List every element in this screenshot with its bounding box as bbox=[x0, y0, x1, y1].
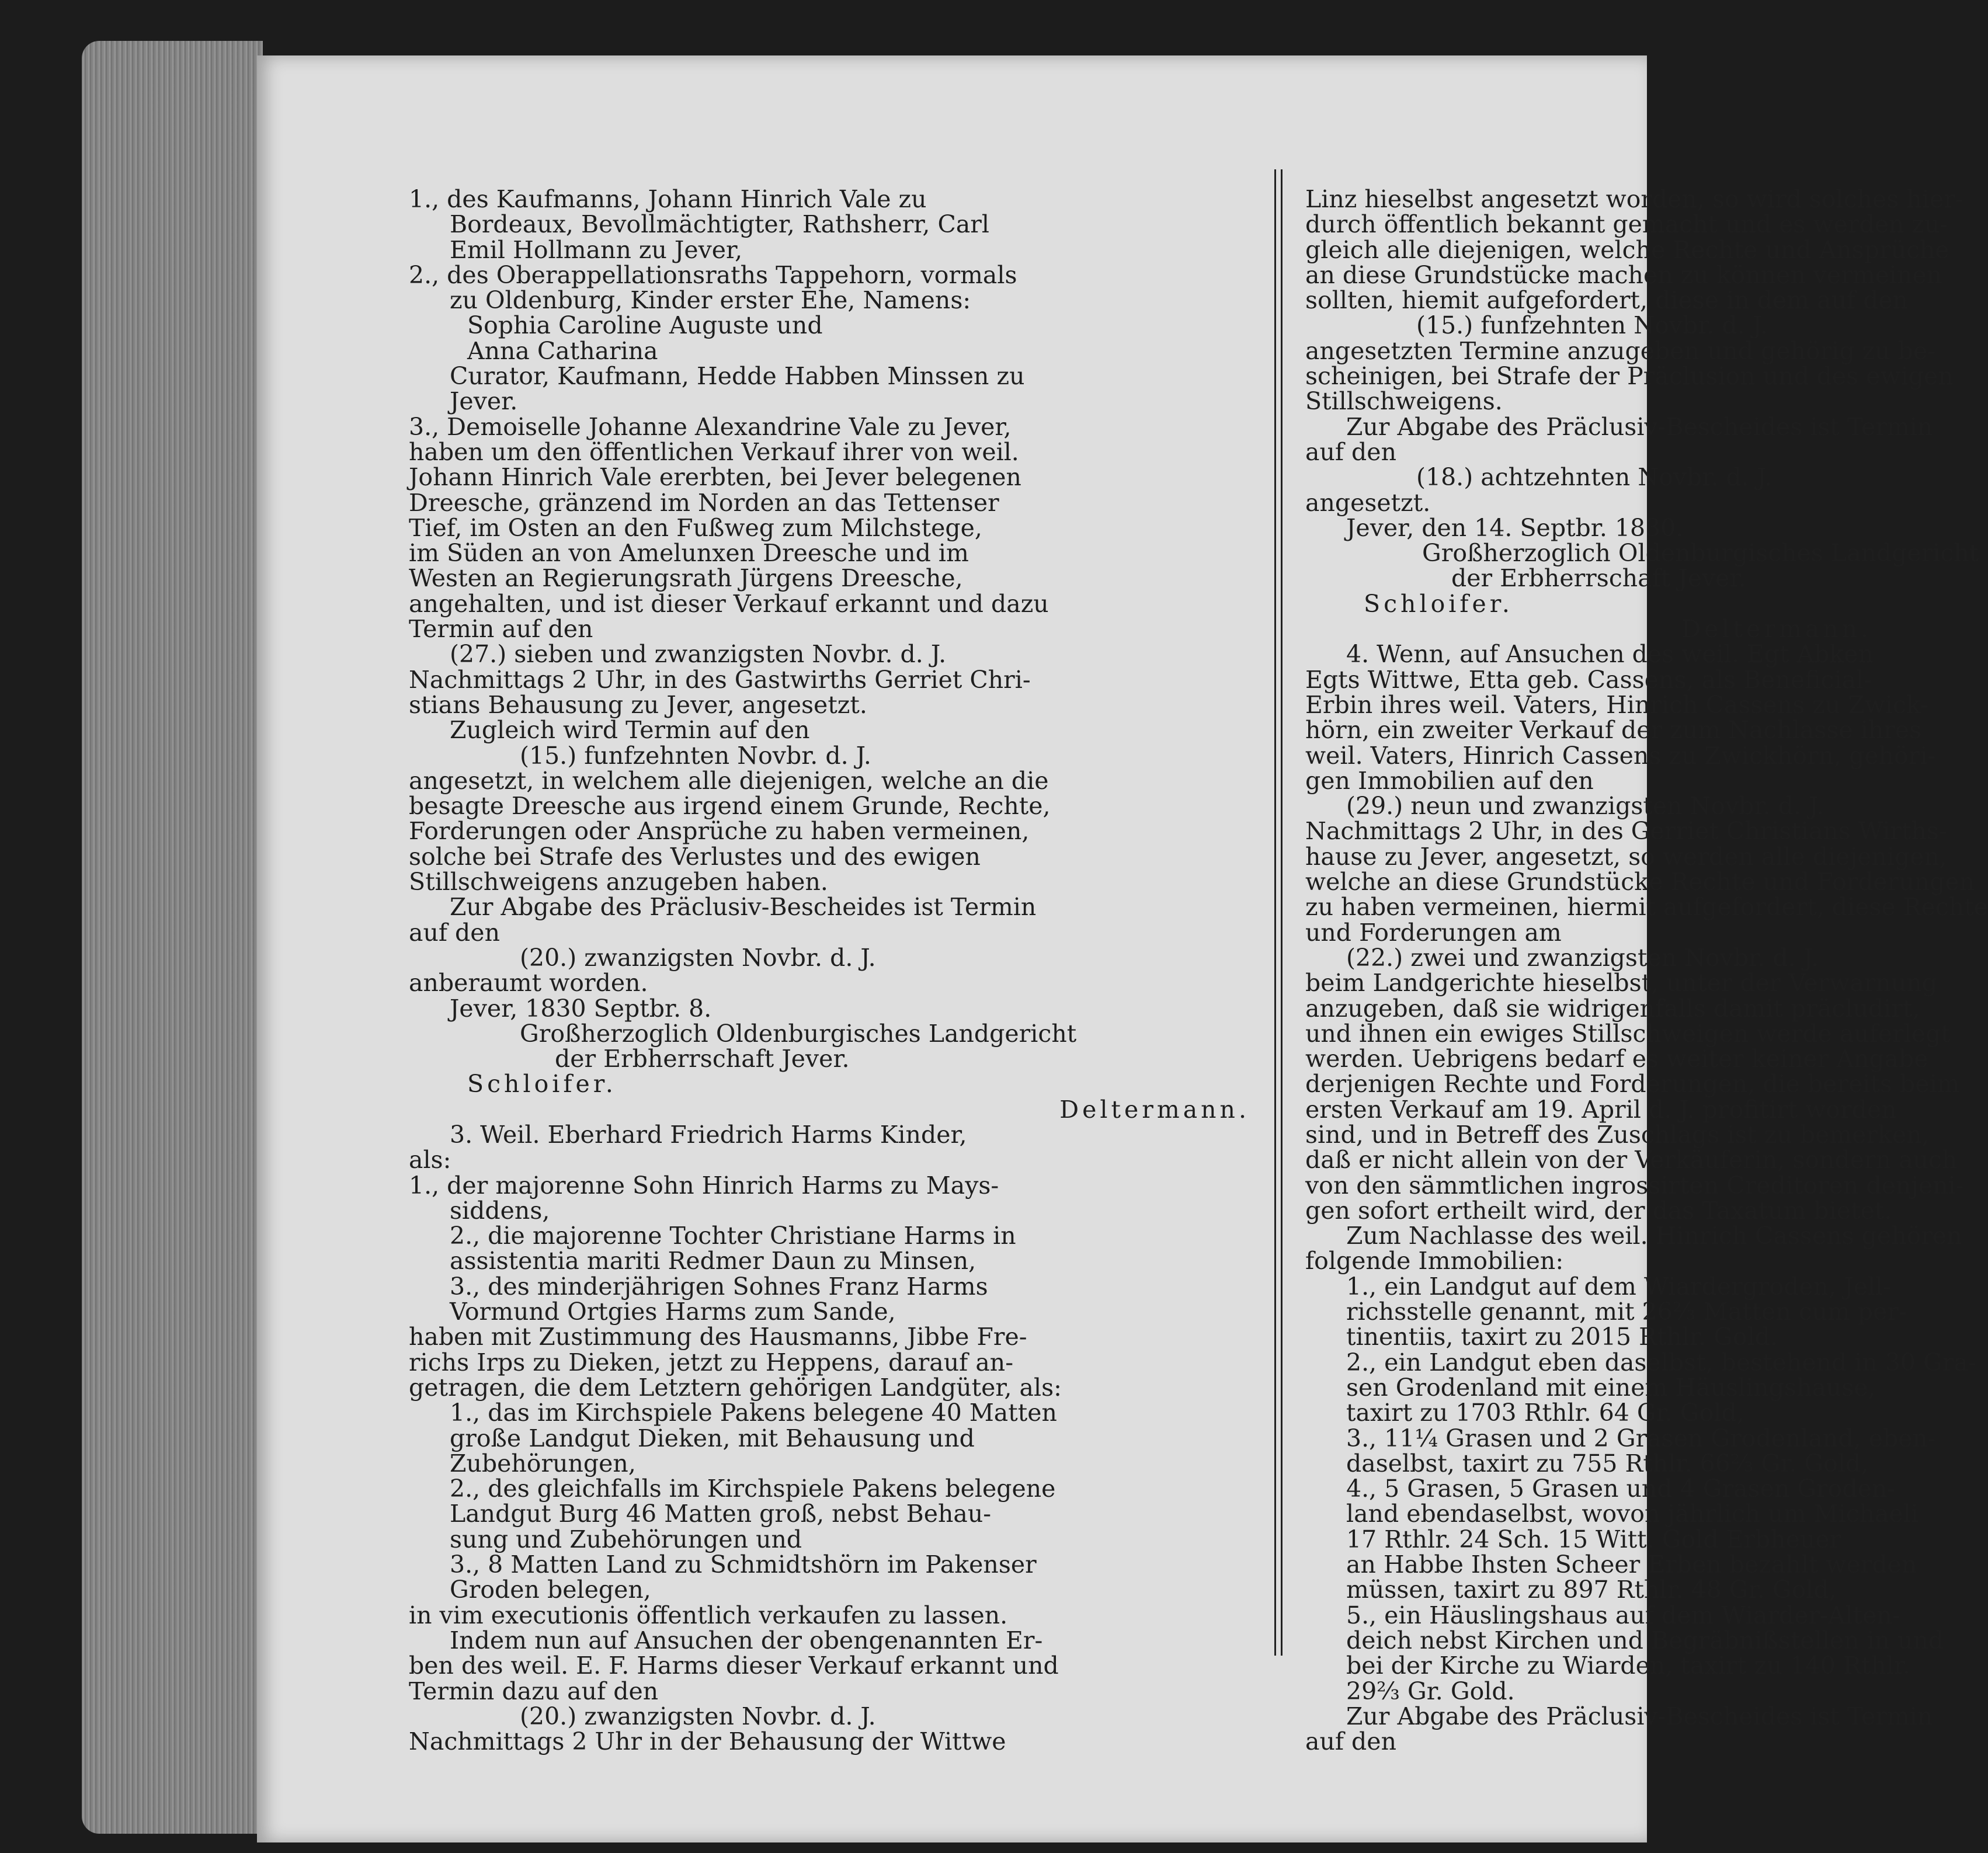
text-line: (15.) funfzehnten Novbr. d. J. bbox=[520, 741, 871, 770]
text-line: Dreesche, gränzend im Norden an das Tettenser bbox=[409, 488, 999, 517]
text-line: sung und Zubehörungen und bbox=[450, 1525, 802, 1553]
text-line: richsstelle genannt, mit 26⅔ Matten cum per- bbox=[1346, 1298, 1907, 1326]
scanned-page bbox=[257, 55, 1988, 1842]
text-line: gen Immobilien auf den bbox=[1305, 766, 1594, 795]
text-line: und Forderungen am bbox=[1305, 918, 1562, 947]
text-line: Jever. bbox=[450, 387, 518, 416]
text-line: 2., des Oberappellationsraths Tappehorn, vormals bbox=[409, 260, 1017, 289]
text-line: sen Grodenland mit einem Häuslingshause, bbox=[1346, 1373, 1876, 1402]
book-page-edges bbox=[82, 41, 263, 1834]
text-line: von den sämmtlichen ingrossirten Creditoren denjeni- bbox=[1305, 1171, 1964, 1200]
text-line: 1., ein Landgut auf dem Wiardergroden, Jell- bbox=[1346, 1272, 1891, 1301]
text-line: stians Behausung zu Jever, angesetzt. bbox=[409, 690, 867, 719]
text-line: anberaumt worden. bbox=[409, 969, 648, 997]
text-line: taxirt zu 1703 Rthlr. 64 Gr. Gold, bbox=[1346, 1399, 1744, 1427]
text-line: weil. Vaters, Hinrich Cassens zu Zwickhörn, gehöri- bbox=[1305, 741, 1936, 770]
text-line: (18.) achtzehnten Novbr. d. J. bbox=[1416, 463, 1772, 492]
text-line: gleich alle diejenigen, welche Rechte und Ansprüche bbox=[1305, 235, 1949, 264]
text-line: Emil Hollmann zu Jever, bbox=[450, 235, 743, 264]
text-line: tinentiis, taxirt zu 2015 Rthlr. Gold. bbox=[1346, 1323, 1778, 1351]
text-line: 2., ein Landgut eben daselbst, bestehend in 30 Gra- bbox=[1346, 1348, 1976, 1376]
text-line: 29⅔ Gr. Gold. bbox=[1346, 1677, 1515, 1705]
left-column bbox=[409, 187, 1250, 1754]
text-line: 3., 11¼ Grasen und 2 Grasen Grodenland, eben- bbox=[1346, 1424, 1936, 1452]
text-line: Jever, den 14. Septbr. 1830. bbox=[1346, 513, 1684, 542]
text-line: Groden belegen, bbox=[450, 1576, 651, 1604]
text-line: Nachmittags 2 Uhr, in des Gerriet Christians Wirths- bbox=[1305, 817, 1947, 846]
text-line: Landgut Burg 46 Matten groß, nebst Behau- bbox=[450, 1500, 992, 1528]
text-line: in vim executionis öffentlich verkaufen zu lassen. bbox=[409, 1601, 1008, 1629]
text-line: Termin dazu auf den bbox=[409, 1677, 659, 1705]
text-line: Zur Abgabe des Präclusiv-Bescheides ist Termin bbox=[450, 893, 1037, 922]
text-line: 3., 8 Matten Land zu Schmidtshörn im Pakenser bbox=[450, 1550, 1037, 1579]
text-line: 1., der majorenne Sohn Hinrich Harms zu Mays- bbox=[409, 1171, 999, 1200]
text-line: Zubehörungen, bbox=[450, 1449, 636, 1477]
text-line: 1., des Kaufmanns, Johann Hinrich Vale zu bbox=[409, 185, 927, 213]
text-line: Sophia Caroline Auguste und bbox=[467, 311, 823, 340]
text-line: an diese Grundstücke machen zu können vermeinen bbox=[1305, 260, 1942, 289]
text-line: 5., ein Häuslingshaus auf dem Wiarder-Alten- bbox=[1346, 1601, 1900, 1629]
text-line: auf den bbox=[1305, 1727, 1396, 1756]
text-line: im Süden an von Amelunxen Dreesche und im bbox=[409, 539, 969, 568]
text-line: Schloifer. bbox=[1364, 589, 1513, 618]
text-line: Westen an Regierungsrath Jürgens Dreesche, bbox=[409, 564, 963, 593]
text-line: zu haben vermeinen, hiermit aufgefordert, diese Rechte bbox=[1305, 893, 1988, 922]
column-divider bbox=[1274, 169, 1283, 1656]
text-line: 3., des minderjährigen Sohnes Franz Harms bbox=[450, 1272, 988, 1301]
text-line: assistentia mariti Redmer Daun zu Minsen, bbox=[450, 1247, 976, 1275]
text-line: werden. Uebrigens bedarf es weiter keiner Angabe bbox=[1305, 1045, 1928, 1073]
text-line: Linz hieselbst angesetzt worden, so wird solches hier- bbox=[1305, 185, 1963, 213]
text-line: der Erbherrschaft Jever. bbox=[1451, 564, 1746, 593]
text-line: Großherzoglich Oldenburgisches Landgericht bbox=[520, 1019, 1077, 1048]
text-line: und ihnen ein ewiges Stillschweigen werde auferlegt bbox=[1305, 1019, 1951, 1048]
text-line: besagte Dreesche aus irgend einem Grunde, Rechte, bbox=[409, 792, 1051, 821]
text-line: der Erbherrschaft Jever. bbox=[555, 1045, 850, 1073]
text-line: solche bei Strafe des Verlustes und des ewigen bbox=[409, 842, 981, 871]
text-line: ersten Verkauf am 19. April d. J. profitirt worden bbox=[1305, 1095, 1897, 1124]
text-line: Forderungen oder Ansprüche zu haben vermeinen, bbox=[409, 817, 1030, 846]
text-line: scheinigen, bei Strafe der Präclusion und des ewigen bbox=[1305, 362, 1954, 391]
text-line: gen sofort ertheilt wird, der das Taxatum bietet. bbox=[1305, 1196, 1892, 1225]
text-line: Stillschweigens. bbox=[1305, 387, 1503, 416]
text-line: Erbin ihres weil. Vaters, Hinrich Cassens zu Zwick- bbox=[1305, 690, 1928, 719]
text-line: Zur Abgabe des Präclusiv-Bescheides ist Termin bbox=[1346, 412, 1933, 441]
text-line: (22.) zwei und zwanzigsten Novbr. d. J. bbox=[1346, 943, 1819, 972]
text-line: 3., Demoiselle Johanne Alexandrine Vale zu Jever, bbox=[409, 412, 1012, 441]
text-line: 4., 5 Grasen, 5 Grasen und 4 Grasen Groden- bbox=[1346, 1475, 1896, 1503]
text-line: Vormund Ortgies Harms zum Sande, bbox=[450, 1298, 896, 1326]
text-line: als: bbox=[409, 1146, 451, 1174]
text-line: 3. Weil. Eberhard Friedrich Harms Kinder, bbox=[450, 1120, 967, 1149]
text-line: siddens, bbox=[450, 1196, 550, 1225]
text-line: Schloifer. bbox=[467, 1070, 617, 1098]
text-line: 17 Rthlr. 24 Sch. 15 Witt. Gold Erbheuer bbox=[1346, 1525, 1841, 1553]
text-line: (15.) funfzehnten Novbr. d. J. bbox=[1416, 311, 1768, 340]
text-line: zu Oldenburg, Kinder erster Ehe, Namens: bbox=[450, 286, 971, 315]
text-line: bei der Kirche zu Wiarden, taxirt zu 140 Rthlr. bbox=[1346, 1652, 1910, 1680]
text-line: land ebendaselbst, wovon jährlich um Michaeli bbox=[1346, 1500, 1919, 1528]
text-line: Tief, im Osten an den Fußweg zum Milchstege, bbox=[409, 513, 982, 542]
text-line: daselbst, taxirt zu 755 Rthlr. 66⅔ Gr. Gold, bbox=[1346, 1449, 1869, 1477]
text-line: Johann Hinrich Vale ererbten, bei Jever belegenen bbox=[409, 463, 1021, 492]
text-line: hause zu Jever, angesetzt, so werden alle diejenigen, bbox=[1305, 842, 1947, 871]
text-line: angesetzt. bbox=[1305, 488, 1431, 517]
text-line: an Habbe Ihsten Scheer Erben bezahlt werden bbox=[1346, 1550, 1917, 1579]
text-line: hörn, ein zweiter Verkauf der zum Nachlasse ihres bbox=[1305, 716, 1922, 745]
text-line: 1., das im Kirchspiele Pakens belegene 40 Matten bbox=[450, 1399, 1057, 1427]
text-line: sollten, hiemit aufgefordert, diese in dem auf den bbox=[1305, 286, 1908, 315]
text-line: Anna Catharina bbox=[467, 336, 658, 365]
text-line: Zur Abgabe des Präclusiv-Bescheides ist Termin bbox=[1346, 1702, 1933, 1730]
text-line: richs Irps zu Dieken, jetzt zu Heppens, darauf an- bbox=[409, 1348, 1014, 1376]
text-line: angehalten, und ist dieser Verkauf erkannt und dazu bbox=[409, 589, 1049, 618]
text-line: 2., des gleichfalls im Kirchspiele Pakens belegene bbox=[450, 1475, 1056, 1503]
text-line: Zugleich wird Termin auf den bbox=[450, 716, 810, 745]
text-line: auf den bbox=[409, 918, 500, 947]
text-line: Deltermann. bbox=[1681, 615, 1872, 644]
text-line: ben des weil. E. F. Harms dieser Verkauf erkannt und bbox=[409, 1652, 1059, 1680]
right-column bbox=[1305, 185, 1988, 1756]
text-line: Zum Nachlasse des weil. Hinrich Cassens gehören bbox=[1346, 1222, 1962, 1250]
text-line: derjenigen Rechte und Forderungen, die bereits beim bbox=[1305, 1070, 1960, 1098]
text-line: (29.) neun und zwanzigsten Novbr. d. J. bbox=[1346, 792, 1824, 821]
text-line: angesetzten Termine anzugeben und gehörig zu be- bbox=[1305, 336, 1936, 365]
text-line: deich nebst Kirchen und Begräbnißstellen in und bbox=[1346, 1626, 1944, 1654]
text-line: Nachmittags 2 Uhr in der Behausung der Wittwe bbox=[409, 1727, 1006, 1756]
text-line: Stillschweigens anzugeben haben. bbox=[409, 868, 828, 896]
text-line: (27.) sieben und zwanzigsten Novbr. d. J. bbox=[450, 640, 947, 669]
text-line: Großherzoglich Oldenburgisches Landgericht bbox=[1422, 539, 1979, 568]
text-line: auf den bbox=[1305, 437, 1396, 466]
text-line: sind, und in Betreff des Zuschlags ist zu bemerken, bbox=[1305, 1120, 1930, 1149]
text-line: Curator, Kaufmann, Hedde Habben Minssen zu bbox=[450, 362, 1025, 391]
text-line: daß er nicht allein von der Verkäuferin, sondern auch bbox=[1305, 1146, 1958, 1174]
text-line: folgende Immobilien: bbox=[1305, 1247, 1564, 1275]
text-line: (20.) zwanzigsten Novbr. d. J. bbox=[520, 943, 876, 972]
text-line: beim Landgerichte hieselbst, unter der Verwarnung bbox=[1305, 969, 1937, 997]
text-line: Indem nun auf Ansuchen der obengenannten Er- bbox=[450, 1626, 1043, 1654]
text-line: welche an diese Grundstücke Rechte und Forderungen bbox=[1305, 868, 1975, 896]
text-line: Egts Wittwe, Etta geb. Cassens, als Beneficial- bbox=[1305, 665, 1872, 694]
text-line: anzugeben, daß sie widrigenfalls damit präcludirt, bbox=[1305, 994, 1920, 1023]
text-line: Bordeaux, Bevollmächtigter, Rathsherr, Carl bbox=[450, 210, 989, 239]
text-line: durch öffentlich bekannt gemacht und es werden zu- bbox=[1305, 210, 1948, 239]
text-line: getragen, die dem Letztern gehörigen Landgüter, als: bbox=[409, 1373, 1062, 1402]
text-line: angesetzt, in welchem alle diejenigen, welche an die bbox=[409, 766, 1049, 795]
text-line: Deltermann. bbox=[1059, 1095, 1250, 1124]
text-line: müssen, taxirt zu 897 Rthlr. 48 Gr. Gold, bbox=[1346, 1576, 1837, 1604]
text-line: Termin auf den bbox=[409, 615, 593, 644]
text-line: haben um den öffentlichen Verkauf ihrer von weil. bbox=[409, 437, 1019, 466]
text-line: (20.) zwanzigsten Novbr. d. J. bbox=[520, 1702, 876, 1730]
text-line: Jever, 1830 Septbr. 8. bbox=[450, 994, 712, 1023]
text-line: 2., die majorenne Tochter Christiane Harms in bbox=[450, 1222, 1016, 1250]
text-line: haben mit Zustimmung des Hausmanns, Jibbe Fre- bbox=[409, 1323, 1027, 1351]
text-line: große Landgut Dieken, mit Behausung und bbox=[450, 1424, 975, 1452]
text-line: Nachmittags 2 Uhr, in des Gastwirths Gerriet Chri- bbox=[409, 665, 1031, 694]
text-line: 4. Wenn, auf Ansuchen des weil. Egt Abken bbox=[1346, 640, 1874, 669]
